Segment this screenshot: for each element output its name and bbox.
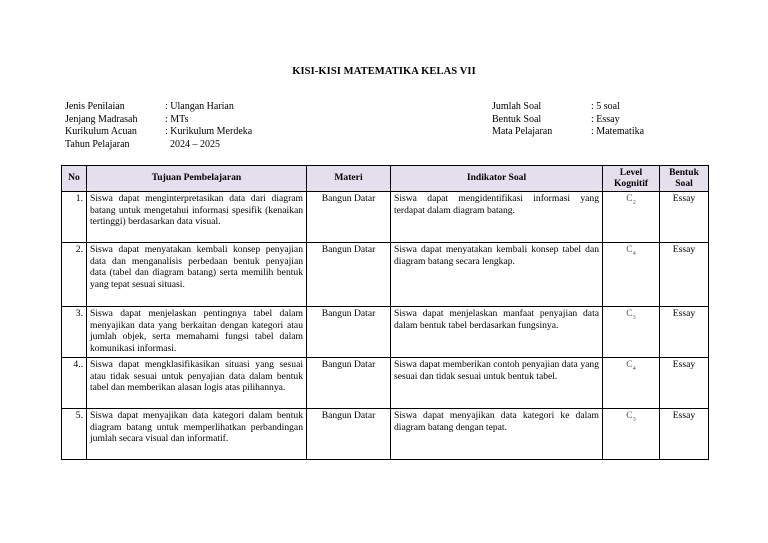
table-row	[62, 192, 709, 243]
meta-key: Kurikulum Acuan	[65, 126, 137, 137]
meta-value: : MTs	[165, 113, 189, 125]
cell-level	[603, 243, 660, 307]
meta-value: : Essay	[591, 113, 620, 125]
level-letter: C	[626, 244, 633, 255]
header-level: Level Kognitif	[603, 166, 660, 192]
cell-no: 1.	[62, 192, 87, 243]
level-letter: C	[626, 359, 633, 370]
header-no: No	[62, 166, 87, 192]
meta-value: : Matematika	[591, 126, 645, 137]
meta-row-tahun-pelajaran	[65, 139, 252, 152]
cell-level	[603, 409, 660, 460]
level-letter: C	[626, 193, 633, 204]
meta-left-block	[65, 101, 252, 151]
meta-right-block	[492, 101, 644, 139]
table-row	[62, 243, 709, 307]
meta-row-kurikulum-acuan	[65, 126, 252, 139]
cell-no: 4..	[62, 358, 87, 409]
table-header-row	[62, 166, 709, 192]
cell-materi: Bangun Datar	[307, 243, 391, 307]
cell-materi: Bangun Datar	[307, 409, 391, 460]
level-number: 3	[632, 416, 636, 423]
cell-indikator: Siswa dapat menyajikan data kategori ke dalam diagram batang dengan tepat.	[391, 409, 603, 460]
cell-no: 5.	[62, 409, 87, 460]
cell-level	[603, 358, 660, 409]
header-tujuan: Tujuan Pembelajaran	[87, 166, 307, 192]
level-number: 4	[632, 250, 636, 257]
table-row	[62, 358, 709, 409]
table-row	[62, 409, 709, 460]
meta-value: : Kurikulum Merdeka	[165, 126, 253, 137]
cell-bentuk: Essay	[660, 358, 709, 409]
meta-value: 2024 – 2025	[165, 138, 220, 150]
meta-row-jenjang-madrasah	[65, 114, 252, 127]
cell-tujuan: Siswa dapat mengklasifikasikan situasi yang sesuai atau tidak sesuai untuk penyajian data dalam bentuk tabel dan memberikan alasan logis atas pilihannya.	[87, 358, 307, 409]
cell-tujuan: Siswa dapat menjelaskan pentingnya tabel dalam menyajikan data yang berkaitan dengan kategori atau jumlah objek, serta memahami fungsi tabel dalam komunikasi informasi.	[87, 307, 307, 358]
cell-no: 3.	[62, 307, 87, 358]
cell-materi: Bangun Datar	[307, 192, 391, 243]
cell-indikator: Siswa dapat menjelaskan manfaat penyajian data dalam bentuk tabel berdasarkan fungsinya.	[391, 307, 603, 358]
document-title: KISI-KISI MATEMATIKA KELAS VII	[292, 66, 476, 77]
header-materi: Materi	[307, 166, 391, 192]
cell-materi: Bangun Datar	[307, 358, 391, 409]
kisi-table	[61, 165, 709, 460]
level-number: 4	[632, 365, 636, 372]
cell-tujuan: Siswa dapat menyatakan kembali konsep penyajian data dan menganalisis perbedaan bentuk penyajian data (tabel dan diagram batang) serta memilih bentuk yang tepat sesuai situasi.	[87, 243, 307, 307]
cell-indikator: Siswa dapat mengidentifikasi informasi yang terdapat dalam diagram batang.	[391, 192, 603, 243]
level-letter: C	[626, 410, 633, 421]
meta-key: Jenjang Madrasah	[65, 113, 138, 125]
cell-tujuan: Siswa dapat menyajikan data kategori dalam bentuk diagram batang untuk memperlihatkan perbandingan jumlah secara visual dan informatif.	[87, 409, 307, 460]
level-number: 3	[632, 314, 636, 321]
meta-key: Tahun Pelajaran	[65, 138, 130, 150]
cell-bentuk: Essay	[660, 243, 709, 307]
meta-row-jumlah-soal	[492, 101, 644, 114]
cell-bentuk: Essay	[660, 307, 709, 358]
header-indikator: Indikator Soal	[391, 166, 603, 192]
cell-tujuan: Siswa dapat menginterpretasikan data dari diagram batang untuk mengetahui informasi spesifik (kenaikan tertinggi) berdasarkan data visual.	[87, 192, 307, 243]
meta-row-mata-pelajaran	[492, 126, 644, 139]
cell-bentuk: Essay	[660, 192, 709, 243]
meta-key: Bentuk Soal	[492, 113, 542, 125]
cell-indikator: Siswa dapat memberikan contoh penyajian data yang sesuai dan tidak sesuai untuk bentuk tabel.	[391, 358, 603, 409]
header-bentuk: Bentuk Soal	[660, 166, 709, 192]
cell-materi: Bangun Datar	[307, 307, 391, 358]
meta-value: : 5 soal	[591, 101, 620, 112]
meta-row-jenis-penilaian	[65, 101, 252, 114]
table-row	[62, 307, 709, 358]
meta-row-bentuk-soal	[492, 114, 644, 127]
level-letter: C	[626, 308, 633, 319]
meta-key: Mata Pelajaran	[492, 126, 553, 137]
cell-no: 2.	[62, 243, 87, 307]
cell-level	[603, 307, 660, 358]
meta-key: Jenis Penilaian	[65, 101, 125, 112]
cell-indikator: Siswa dapat menyatakan kembali konsep tabel dan diagram batang secara lengkap.	[391, 243, 603, 307]
cell-level	[603, 192, 660, 243]
cell-bentuk: Essay	[660, 409, 709, 460]
meta-key: Jumlah Soal	[492, 101, 542, 112]
meta-value: : Ulangan Harian	[165, 101, 234, 112]
level-number: 2	[632, 199, 636, 206]
